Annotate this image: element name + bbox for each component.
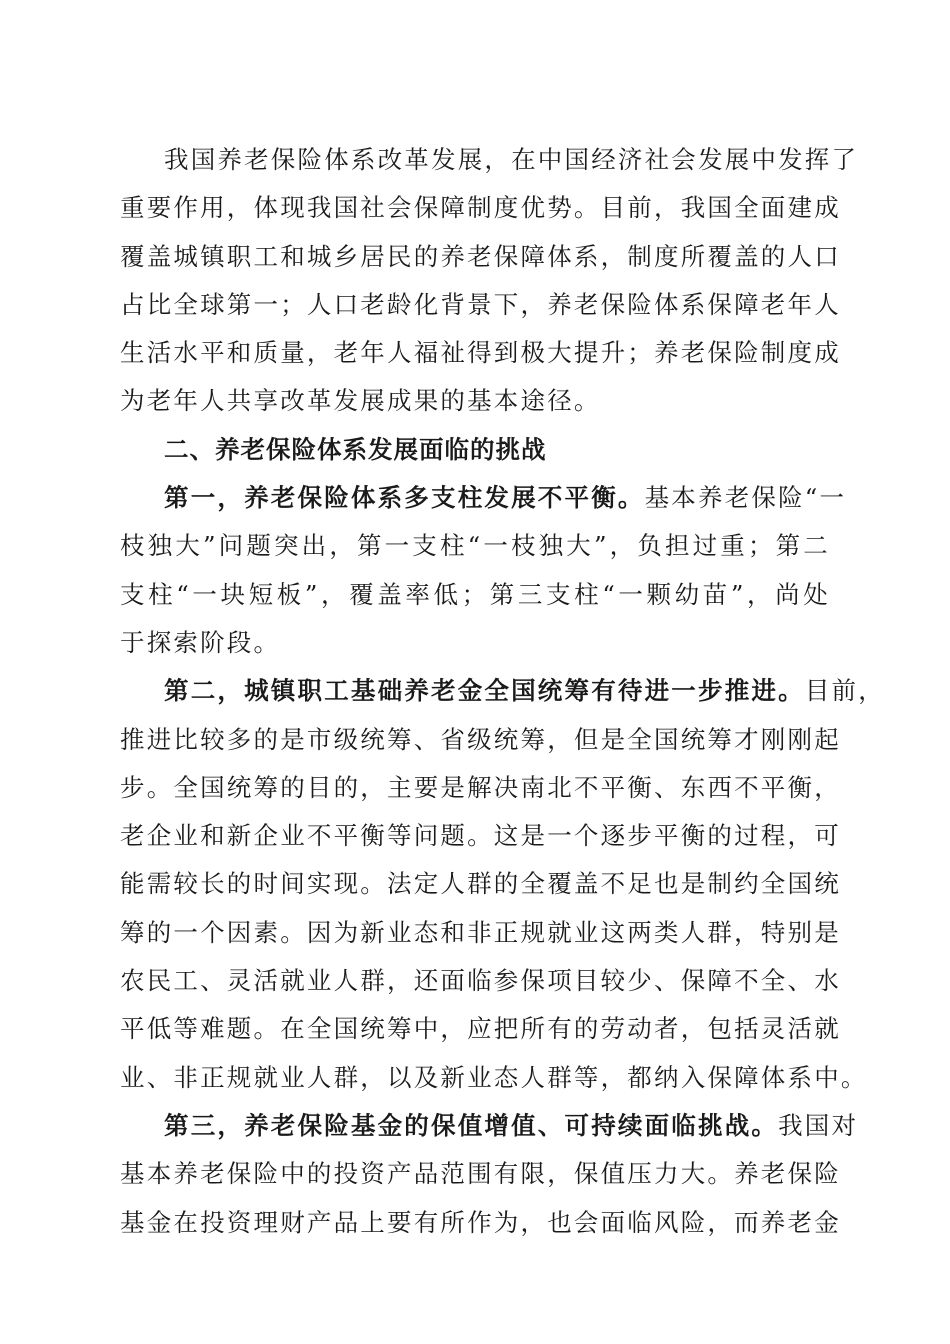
- paragraph-line: 枝独大”问题突出，第一支柱“一枝独大”，负担过重；第二: [120, 531, 830, 561]
- paragraph-line: 为老年人共享改革发展成果的基本途径。: [120, 386, 601, 416]
- paragraph-first-line: [120, 667, 885, 715]
- point-first-rest: 基本养老保险“一: [644, 483, 847, 513]
- section-heading: 二、养老保险体系发展面临的挑战: [164, 434, 547, 464]
- paragraph-line: 占比全球第一；人口老龄化背景下，养老保险体系保障老年人: [120, 289, 841, 319]
- paragraph-line: 支柱“一块短板”，覆盖率低；第三支柱“一颗幼苗”，尚处: [120, 579, 830, 609]
- point-lead: 第二，城镇职工基础养老金全国统筹有待进一步推进。: [164, 676, 805, 706]
- point-paragraph-3: [120, 1102, 859, 1247]
- point-paragraph-1: [120, 474, 847, 667]
- point-first-rest: 我国对: [778, 1110, 859, 1140]
- paragraph-line: 我国养老保险体系改革发展，在中国经济社会发展中发挥了: [164, 145, 859, 174]
- paragraph-line: 筹的一个因素。因为新业态和非正规就业这两类人群，特别是: [120, 917, 841, 947]
- paragraph-first-line: [120, 1102, 859, 1150]
- intro-paragraph: [120, 136, 859, 426]
- point-first-rest: 目前，: [804, 676, 885, 706]
- point-paragraph-2: [120, 667, 885, 1102]
- paragraph-line: 基金在投资理财产品上要有所作为，也会面临风险，而养老金: [120, 1207, 841, 1237]
- paragraph-line: 农民工、灵活就业人群，还面临参保项目较少、保障不全、水: [120, 966, 841, 996]
- paragraph-line: 步。全国统筹的目的，主要是解决南北不平衡、东西不平衡，: [120, 772, 841, 802]
- paragraph-line: 业、非正规就业人群，以及新业态人群等，都纳入保障体系中。: [120, 1062, 868, 1092]
- paragraph-first-line: [120, 474, 847, 522]
- document-body: [120, 136, 885, 1247]
- paragraph-line: 重要作用，体现我国社会保障制度优势。目前，我国全面建成: [120, 193, 841, 223]
- paragraph-line: 生活水平和质量，老年人福祉得到极大提升；养老保险制度成: [120, 338, 841, 368]
- paragraph-line: 能需较长的时间实现。法定人群的全覆盖不足也是制约全国统: [120, 869, 841, 899]
- paragraph-line: 老企业和新企业不平衡等问题。这是一个逐步平衡的过程，可: [120, 821, 841, 851]
- paragraph-line: 平低等难题。在全国统筹中，应把所有的劳动者，包括灵活就: [120, 1014, 841, 1044]
- paragraph-line: 推进比较多的是市级统筹、省级统筹，但是全国统筹才刚刚起: [120, 724, 841, 754]
- point-lead: 第一，养老保险体系多支柱发展不平衡。: [164, 483, 645, 513]
- paragraph-line: 于探索阶段。: [120, 627, 281, 657]
- paragraph-line: 覆盖城镇职工和城乡居民的养老保障体系，制度所覆盖的人口: [120, 241, 841, 271]
- paragraph-line: 基本养老保险中的投资产品范围有限，保值压力大。养老保险: [120, 1159, 841, 1189]
- point-lead: 第三，养老保险基金的保值增值、可持续面临挑战。: [164, 1110, 779, 1140]
